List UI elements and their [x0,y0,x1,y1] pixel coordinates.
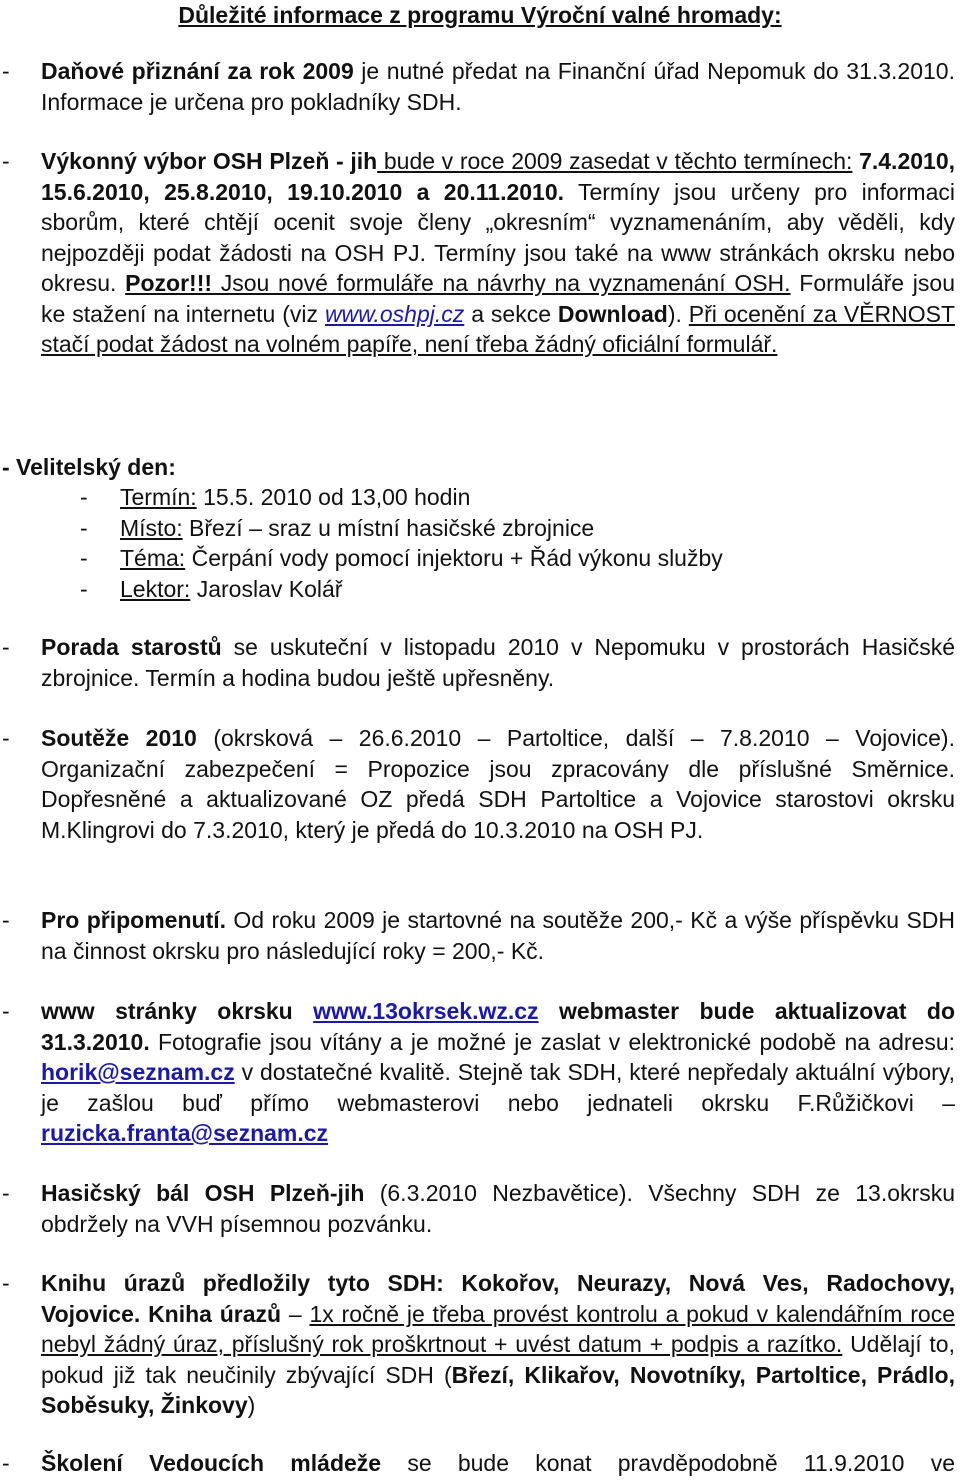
underlined-text: Při ocenění za VĚRNOST stačí podat žádost na volném papíře, není třeba žádný oficiální formulář. [41,300,955,357]
warning-text: Pozor!!! [125,270,213,296]
detail-row: - Místo: Březí – sraz u místní hasičské zbrojnice [80,514,595,541]
item-text [41,996,955,1149]
detail-value: Čerpání vody pomocí injektoru + Řád výkonu služby [185,545,723,571]
underlined-text: bude v roce 2009 zasedat v těchto termínech: [377,148,853,174]
item-text [41,56,955,117]
detail-row: - Lektor: Jaroslav Kolář [80,575,343,602]
item-text [41,905,955,966]
item-body: (okrsková – 26.6.2010 – Partoltice, další – 7.8.2010 – Vojovice). Organizační zabezpečení = Propozice jsou zpracovány dle příslušné Směrnice. Dopřesněné a aktualizované OZ předá SDH Partoltice a Vojovice starostovi okrsku M.Klingrovi do 7.3.2010, který je předá do 10.3.2010 na OSH PJ. [41,725,955,843]
item-text [41,1178,955,1239]
item-body: Termíny jsou určeny pro informaci sborům, které chtějí ocenit svoje členy „okresním“ vyznamenáním, aby věděli, kdy nejpozději podat žádosti na OSH PJ. Termíny jsou také na www stránkách okrsku nebo okresu. [41,178,955,296]
item-heading: Soutěže 2010 [41,725,197,751]
item-body: ) [247,1392,256,1418]
item-body: Udělají to, pokud již tak neučinily zbývající SDH ( [41,1331,955,1388]
detail-row: - Termín: 15.5. 2010 od 13,00 hodin [80,484,471,510]
bullet-dash: - [2,1180,10,1206]
bullet-dash: - [2,1450,10,1476]
item-body: je nutné předat na Finanční úřad Nepomuk do 31.3.2010. Informace je určena pro pokladníky SDH. [41,58,955,115]
item-text [41,1448,955,1479]
download-text: Download [557,300,668,327]
item-heading: Pro připomenutí. [41,907,227,933]
bullet-dash: - [2,58,10,84]
item-heading: Školení Vedoucích mládeže [41,1450,382,1476]
item-text [41,1268,955,1421]
email-link-ruzicka[interactable]: ruzicka.franta@seznam.cz [41,1120,329,1146]
item-body: se bude konat pravděpodobně 11.9.2010 ve [381,1450,955,1476]
detail-value: 15.5. 2010 od 13,00 hodin [196,484,471,510]
item-body: se uskuteční v listopadu 2010 v Nepomuku v prostorách Hasičské zbrojnice. Termín a hodina budou ještě upřesněny. [41,634,955,691]
oshpj-link[interactable]: www.oshpj.cz [324,300,465,327]
underlined-text: Jsou nové formuláře na návrhy na vyznamenání OSH. [212,270,791,296]
detail-label: Místo: [120,514,183,541]
item-body: Od roku 2009 je startovné na soutěže 200,- Kč a výše příspěvku SDH na činnost okrsku pro následující roky = 200,- Kč. [41,907,956,964]
item-heading: - Velitelský den: [2,454,176,480]
item-body: v dostatečné kvalitě. Stejně tak SDH, které nepředaly aktuální výbory, je zašlou buď přímo webmasterovi nebo jednateli okrsku F.Růžičkovi – [41,1059,955,1116]
item-body: – [281,1300,310,1327]
website-link[interactable]: www.13okrsek.wz.cz [313,998,539,1024]
underlined-text: 1x ročně je třeba provést kontrolu a pokud v kalendářním roce nebyl žádný úraz, příslušný rok proškrtnout + uvést datum + podpis a razítko. [41,1300,955,1357]
page-title: Důležité informace z programu Výroční valné hromady: [178,2,782,28]
item-text [41,632,955,693]
item-body: a sekce [464,300,558,327]
detail-label: Lektor: [120,575,191,602]
item-heading: Knihu úrazů předložily tyto SDH: Kokořov, Neurazy, Nová Ves, Radochovy, Vojovice. Kniha úrazů [41,1270,955,1327]
detail-row: - Téma: Čerpání vody pomocí injektoru + Řád výkonu služby [80,545,723,571]
bullet-dash: - [2,634,10,660]
dates-text: 7.4.2010, 15.6.2010, 25.8.2010, 19.10.2010 a 20.11.2010. [41,148,956,205]
detail-value: Jaroslav Kolář [190,575,343,602]
sdh-list: Březí, Klikařov, Novotníky, Partoltice, Prádlo, Soběsuky, Žinkovy [41,1361,955,1418]
detail-value: Březí – sraz u místní hasičské zbrojnice [182,514,595,541]
bullet-dash: - [2,998,10,1024]
bullet-dash: - [2,907,10,933]
item-body: ). [667,300,689,327]
item-text [41,723,955,845]
item-text [41,146,955,360]
item-body: Formuláře jsou ke stažení na internetu (viz [41,270,955,327]
item-heading: Porada starostů [41,634,222,660]
item-body: Fotografie jsou vítány a je možné je zaslat v elektronické podobě na adresu: [149,1028,955,1055]
bullet-dash: - [2,1270,10,1296]
item-heading: Hasičský bál OSH Plzeň-jih [41,1180,365,1206]
item-heading: Výkonný výbor OSH Plzeň - jih [41,148,378,174]
email-link-horik[interactable]: horik@seznam.cz [41,1059,235,1085]
bullet-dash: - [2,148,10,174]
item-heading: Daňové přiznání za rok 2009 [41,58,354,84]
bullet-dash: - [2,725,10,751]
item-body: (6.3.2010 Nezbavětice). Všechny SDH ze 13.okrsku obdržely na VVH písemnou pozvánku. [41,1180,955,1237]
detail-label: Termín: [120,484,197,510]
detail-label: Téma: [120,545,186,571]
item-heading: www stránky okrsku [41,998,314,1024]
item-heading: webmaster bude aktualizovat do 31.3.2010. [41,998,956,1055]
